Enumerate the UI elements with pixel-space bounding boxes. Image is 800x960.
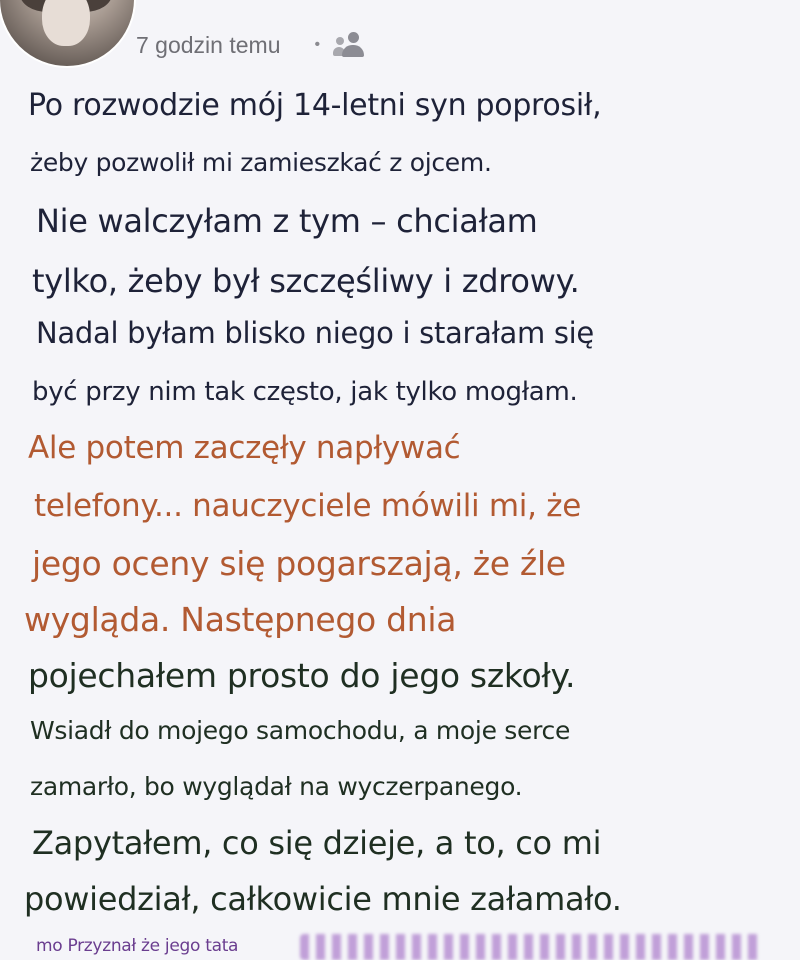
meta-separator: •	[314, 36, 321, 53]
post-text-line: jego oceny się pogarszają, że źle	[32, 544, 566, 583]
post-text-line: pojechałem prosto do jego szkoły.	[28, 656, 576, 695]
post-text-line: Nie walczyłam z tym – chciałam	[36, 202, 538, 240]
post-text-line-truncated: mo Przyznał że jego tata	[36, 936, 239, 956]
post-timestamp[interactable]: 7 godzin temu	[136, 31, 281, 58]
post-text-line: Nadal byłam blisko niego i starałam się	[36, 316, 594, 350]
post-text-line: żeby pozwolił mi zamieszkać z ojcem.	[30, 148, 492, 177]
people-icon[interactable]	[336, 30, 370, 60]
post-text-line: Ale potem zaczęły napływać	[28, 430, 461, 466]
post-text-line: Zapytałem, co się dzieje, a to, co mi	[32, 824, 602, 862]
author-avatar[interactable]	[0, 0, 136, 68]
blurred-text-overlay	[300, 934, 760, 960]
post-text-line: zamarło, bo wyglądał na wyczerpanego.	[30, 772, 523, 801]
post-text-line: Po rozwodzie mój 14-letni syn poprosił,	[28, 88, 602, 123]
post-text-line: telefony... nauczyciele mówili mi, że	[34, 488, 581, 524]
post-text-line: być przy nim tak często, jak tylko mogłam.	[32, 377, 578, 407]
post-text-line: powiedział, całkowicie mnie załamało.	[24, 880, 622, 918]
post-meta	[136, 30, 370, 60]
post-text-line: Wsiadł do mojego samochodu, a moje serce	[30, 716, 571, 745]
post-text-line: tylko, żeby był szczęśliwy i zdrowy.	[32, 262, 580, 300]
avatar-face	[42, 0, 90, 46]
post-text-line: wygląda. Następnego dnia	[24, 600, 457, 639]
